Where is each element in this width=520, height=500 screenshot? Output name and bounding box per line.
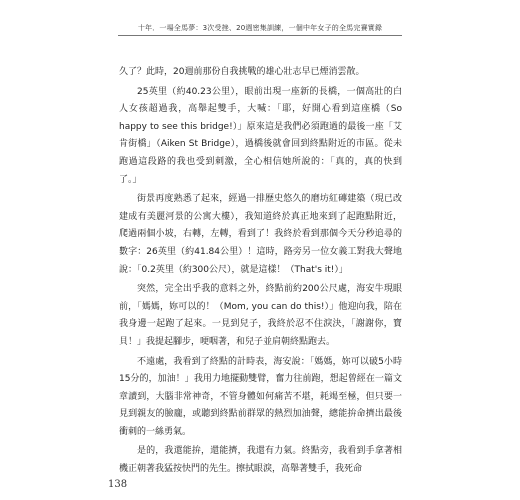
paragraph: 久了？此時，20週前那份自我挑戰的雄心壯志早已煙消雲散。 xyxy=(119,67,365,77)
running-header xyxy=(118,20,402,36)
paragraph: 突然，完全出乎我的意料之外，終點前約200公尺處，海安牛現眼前，「媽媽，妳可以的！（Mom, you can do this!）」他迎向我，陪在我身邊一起跑了起來。一見到兒子，我終於忍不住淚決，「謝謝你，寶貝！」我提起腳步，哽咽著，和兒子並肩朝終點跑去。 xyxy=(119,284,402,347)
paragraph: 不遠處，我看到了終點的計時表，海安說：「媽媽，妳可以破5小時15分的，加油！」我用力地擺動雙臂，奮力往前跑，想起曾經在一篇文章讀到，大腦非常神奇，不管身體如何痛苦不堪，耗竭至極，但只要一見到親友的臉龐，或聽到終點前群眾的熱烈加油聲，總能拚命擠出最後衝刺的一絲勇氣。 xyxy=(119,356,402,437)
page-number: 138 xyxy=(108,479,128,490)
header-rule xyxy=(118,35,402,36)
paragraph: 25英里（約40.23公里），眼前出現一座新的長橋，一個高壯的白人女孩超過我，高舉起雙手，大喊：「耶，好開心看到這座橋（So happy to see this bridge!）」原來這是我們必須跑過的最後一座「艾肯街橋」（Aiken St Bridge），過橋後就會回到終點附近的市區。從未跑過這段路的我也受到刺激，全心相信她所說的：「真的，真的快到了。」 xyxy=(119,86,402,185)
paragraph: 是的，我還能拚，還能擠，我還有力氣。終點旁，我看到手拿著相機正朝著我猛按快門的先生。擦拭眼淚，高舉著雙手，我死命 xyxy=(119,446,402,475)
running-head-title: 十年．一場全馬夢：3次受挫、20週密集訓練，一個中年女子的全馬完賽實錄 xyxy=(137,24,383,32)
paragraph: 街景再度熟悉了起來，經過一排歷史悠久的磨坊紅磚建築（現已改建成有美麗河景的公寓大樓），我知道終於真正地來到了起跑點附近，爬過兩個小坡，右轉，左轉，看到了！我終於看到那個今天分秒追尋的數字：26英里（約41.84公里）！這時，路旁另一位女義工對我大聲地說：「0.2英里（約300公尺），就是這樣！（That's it!）」 xyxy=(119,194,402,275)
body-text xyxy=(119,64,402,481)
